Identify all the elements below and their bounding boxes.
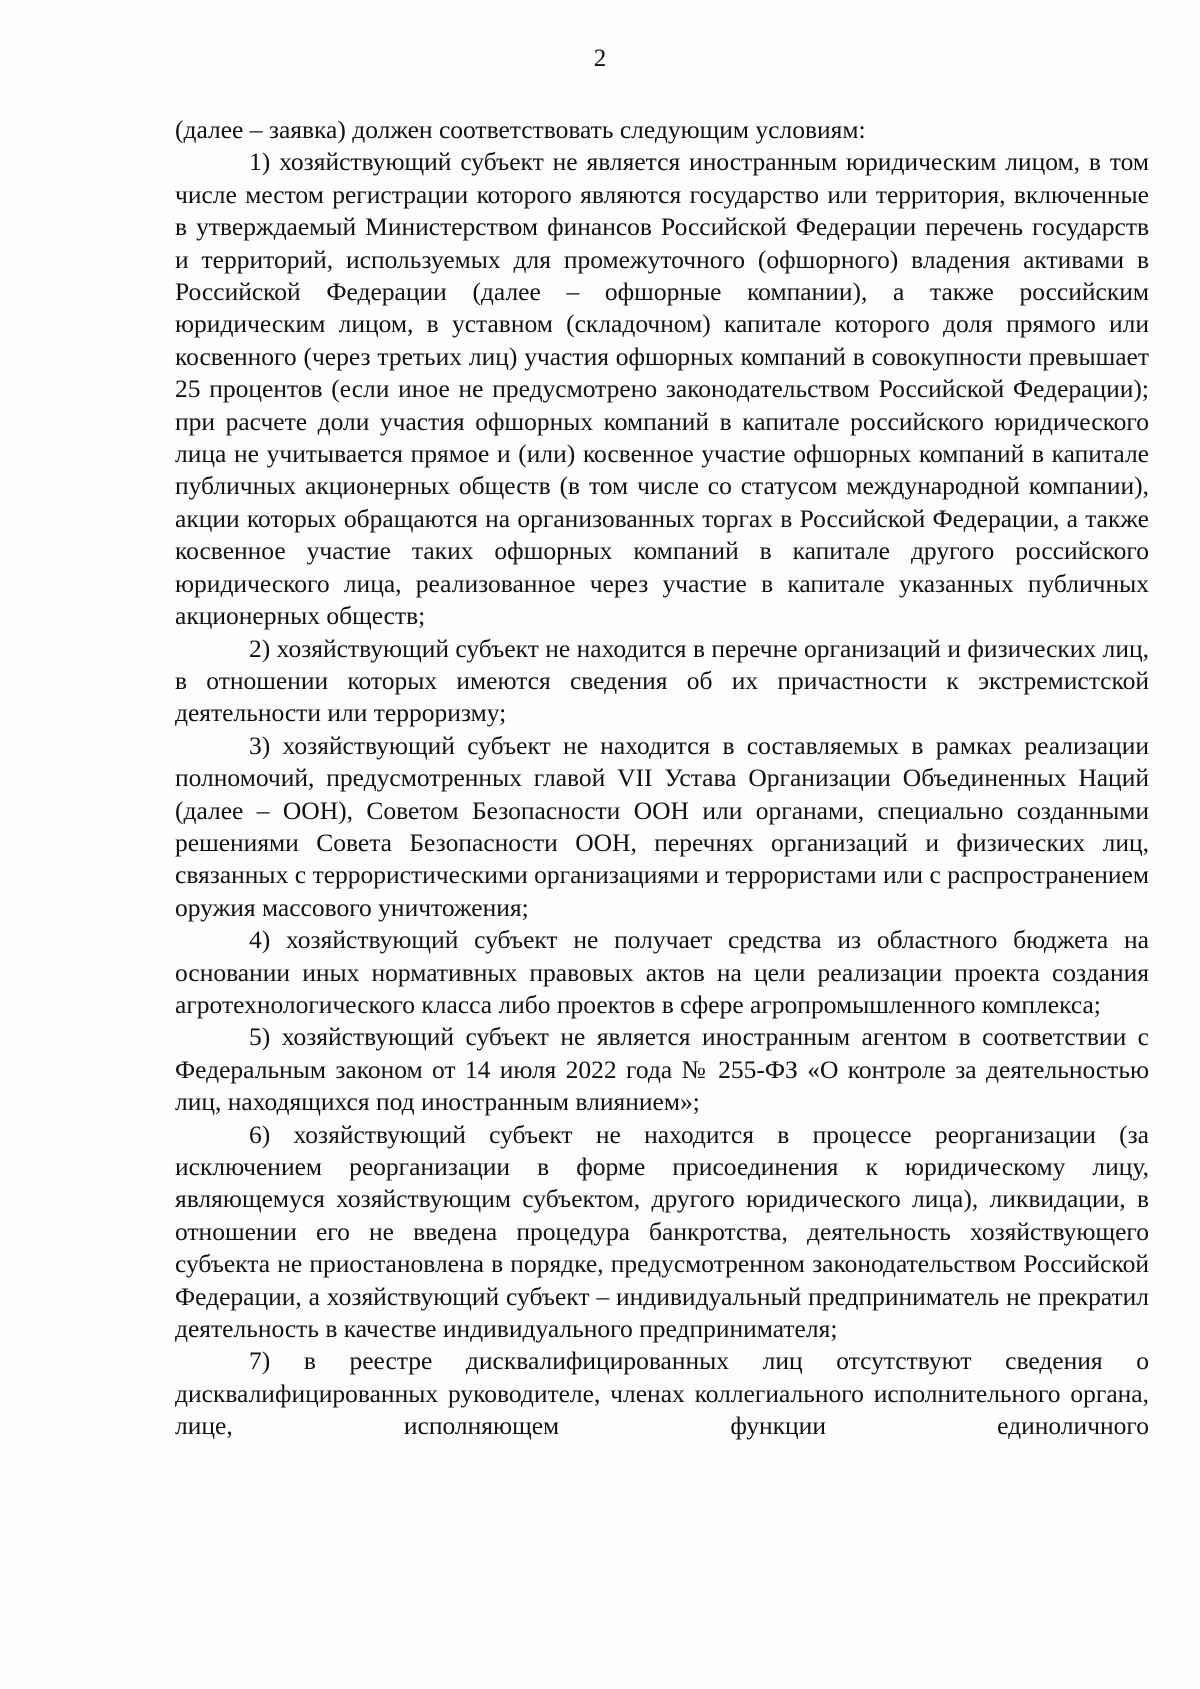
condition-7-paragraph: 7) в реестре дисквалифицированных лиц отсутствуют сведения о дисквалифицированных руководителе, членах коллегиального исполнительного органа, лице, исполняющем функции единоличного [175, 1346, 1149, 1441]
intro-paragraph: (далее – заявка) должен соответствовать следующим условиям: [175, 115, 866, 144]
condition-6-paragraph: 6) хозяйствующий субъект не находится в процессе реорганизации (за исключением реорганизации в форме присоединения к юридическому лицу, являющемуся хозяйствующим субъектом, другого юридического лица), ликвидации, в отношении его не введена процедура банкротства, деятельность хозяйствующего субъекта не приостановлена в порядке, предусмотренном законодательством Российской Федерации, а хозяйствующий субъект – индивидуальный предприниматель не прекратил деятельность в качестве индивидуального предпринимателя; [175, 1119, 1149, 1344]
condition-4-paragraph: 4) хозяйствующий субъект не получает средства из областного бюджета на основании иных нормативных правовых актов на цели реализации проекта создания агротехнологического класса либо проектов в сфере агропромышленного комплекса; [175, 925, 1149, 1019]
condition-5-paragraph: 5) хозяйствующий субъект не является иностранным агентом в соответствии с Федеральным законом от 14 июля 2022 года № 255-ФЗ «О контроле за деятельностью лиц, находящихся под иностранным влиянием»; [175, 1022, 1149, 1117]
condition-2-paragraph: 2) хозяйствующий субъект не находится в перечне организаций и физических лиц, в отношении которых имеются сведения об их причастности к экстремистской деятельности или терроризму; [175, 633, 1149, 728]
page-number: 2 [593, 45, 607, 72]
condition-1-paragraph: 1) хозяйствующий субъект не является иностранным юридическим лицом, в том числе местом регистрации которого являются государство или территория, включенные в утверждаемый Министерством финансов Российской Федерации перечень государств и территорий, используемых для промежуточного (офшорного) владения активами в Российской Федерации (далее – офшорные компании), а также российским юридическим лицом, в уставном (складочном) капитале которого доля прямого или косвенного (через третьих лиц) участия офшорных компаний в совокупности превышает 25 процентов (если иное не предусмотрено законодательством Российской Федерации); при расчете доли участия офшорных компаний в капитале российского юридического лица не учитывается прямое и (или) косвенное участие офшорных компаний в капитале публичных акционерных обществ (в том числе со статусом международной компании), акции которых обращаются на организованных торгах в Российской Федерации, а также косвенное участие таких офшорных компаний в капитале другого российского юридического лица, реализованное через участие в капитале указанных публичных акционерных обществ; [175, 147, 1149, 631]
document-body [175, 114, 1149, 1443]
condition-3-paragraph: 3) хозяйствующий субъект не находится в составляемых в рамках реализации полномочий, предусмотренных главой VII Устава Организации Объединенных Наций (далее – ООН), Советом Безопасности ООН или органами, специально созданными решениями Совета Безопасности ООН, перечнях организаций и физических лиц, связанных с террористическими организациями и террористами или с распространением оружия массового уничтожения; [175, 730, 1149, 922]
